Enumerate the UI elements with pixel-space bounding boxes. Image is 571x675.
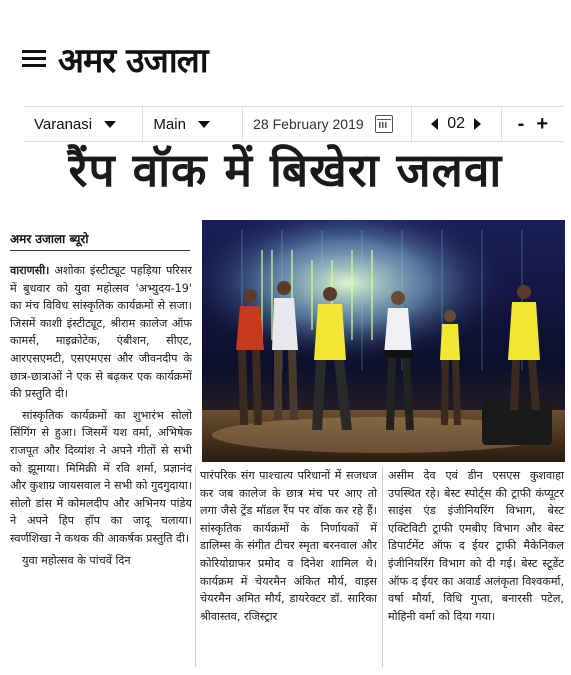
- article-column-right: [388, 467, 564, 625]
- prev-page-icon[interactable]: [431, 118, 438, 130]
- date-picker[interactable]: [243, 107, 412, 141]
- stage-photo-illustration: [202, 220, 565, 462]
- city-select[interactable]: [24, 107, 143, 141]
- edition-select-value: Main: [153, 115, 186, 133]
- page-navigator: [412, 107, 502, 141]
- zoom-in-button[interactable]: +: [536, 112, 548, 135]
- byline: अमर उजाला ब्यूरो: [10, 232, 89, 246]
- article-paragraph: [10, 262, 192, 403]
- article-paragraph: असीम देव एवं डीन एसएस कुशवाहा उपस्थित रहे। बेस्ट स्पोर्ट्स की ट्राफी कंप्यूटर साइंस एंड इंजीनियरिंग विभाग, बेस्ट एक्टिविटी ट्राफी एमबीए विभाग और बेस्ट डिपार्टमेंट ऑफ द ईयर ट्राफी मैकेनिकल इंजीनियरिंग विभाग को दी गई। बेस्ट स्टूडेंट ऑफ द ईयर का अवार्ड अलंकृता विश्वकर्मा, वर्षा मौर्या, विधि गुप्ता, बनारसी पटेल, मोहिनी वर्मा को दिया गया।: [388, 469, 564, 623]
- article-column-left: [10, 262, 192, 569]
- chevron-down-icon: [104, 121, 116, 128]
- article-paragraph: सांस्कृतिक कार्यक्रमों का शुभारंभ सोलो सिंगिंग से हुआ। जिसमें यश वर्मा, अभिषेक राजपूत और दिव्यांश ने अपने गीतों से सभी को झूमाया। मिमिक्री में रवि शर्मा, प्रज्ञानंद और कुशाग्र जायसवाल ने सभी को गुदगुदाया। सोलो डांस में कोमलदीप और अभिनय पांडेय ने अपने हिप हॉप का जादू चलाया। स्वर्णशिखा ने कथक की आकर्षक प्रस्तुति दी।: [10, 408, 192, 545]
- epaper-toolbar: [24, 106, 564, 142]
- menu-icon[interactable]: [22, 50, 46, 70]
- column-divider: [195, 467, 196, 667]
- dateline: वाराणसी।: [10, 264, 50, 277]
- paragraph-text: अशोका इंस्टीट्यूट पहड़िया परिसर में बुधवार को युवा महोत्सव 'अभ्युदय-19' का मंच विविध सांस्कृतिक कार्यक्रमों से सजा। जिसमें काशी इंस्टीट्यूट, श्रीराम कालेज ऑफ कामर्स, माइक्रोटेक, एंबीशन, सीएट, आरएसएमटी, एसएमएस और जीवनदीप के छात्र-छात्राओं ने एक से बढ़कर एक कार्यक्रमों की प्रस्तुति दी।: [10, 264, 192, 401]
- edition-select[interactable]: [143, 107, 243, 141]
- article-headline: रैंप वॉक में बिखेरा जलवा: [68, 143, 503, 197]
- city-select-value: Varanasi: [34, 115, 93, 133]
- article-paragraph: पारंपरिक संग पाश्चात्य परिधानों में सजधज कर जब कालेज के छात्र मंच पर आए तो लगा जैसे ट्रेंड मॉडल रैंप पर वॉक कर रहे हैं। सांस्कृतिक कार्यक्रमों के निर्णायकों में डालिम्स के संगीत टीचर स्मृता बरनवाल और कोरियोग्राफर प्रमोद व दिनेश शामिल थे। कार्यक्रम में चेयरमैन अंकित मौर्य, वाइस चेयरमैन अमित मौर्य, डायरेक्टर डॉ. सारिका श्रीवास्तव, रजिस्ट्रार: [200, 469, 377, 623]
- calendar-icon[interactable]: [375, 115, 393, 133]
- article-photo[interactable]: [202, 220, 565, 462]
- next-page-icon[interactable]: [474, 118, 481, 130]
- date-field[interactable]: 28 February 2019: [253, 116, 364, 132]
- article-column-middle: [200, 467, 377, 625]
- zoom-controls: [502, 107, 564, 141]
- article-paragraph: युवा महोत्सव के पांचवें दिन: [22, 553, 131, 567]
- site-logo[interactable]: अमर उजाला: [58, 41, 208, 81]
- column-divider: [382, 467, 383, 667]
- chevron-down-icon: [198, 121, 210, 128]
- zoom-out-button[interactable]: -: [517, 112, 525, 135]
- page-number-field[interactable]: 02: [447, 115, 466, 132]
- byline-divider: [10, 250, 190, 251]
